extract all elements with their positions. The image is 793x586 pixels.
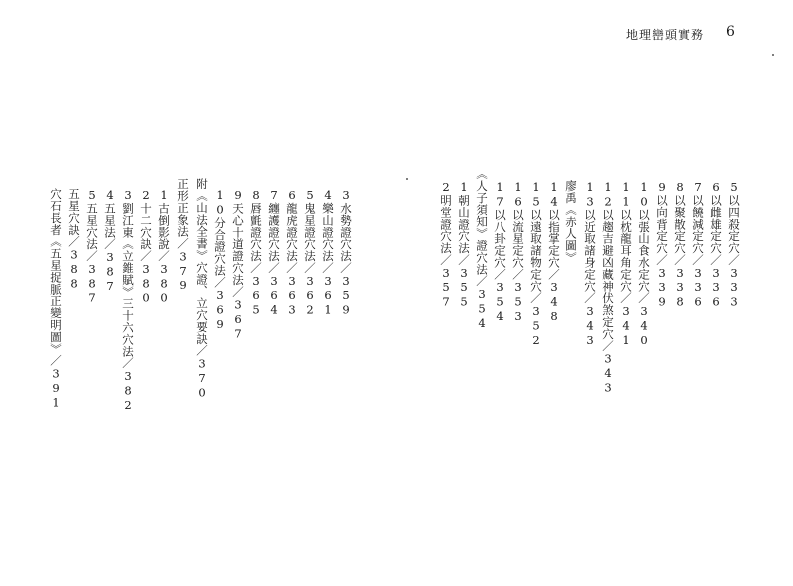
toc-entry: 7纏護證穴法／364 xyxy=(267,188,281,317)
toc-section-heading: 廖禹《赤人圖》 xyxy=(564,180,578,264)
toc-entry: 14以指掌定穴／348 xyxy=(547,180,561,324)
toc-entry: 7以饒減定穴／336 xyxy=(691,180,705,309)
toc-entry: 6龍虎證穴法／363 xyxy=(285,188,299,317)
toc-entry: 5鬼星證穴法／362 xyxy=(303,188,317,317)
toc-entry: 9天心十道證穴法／367 xyxy=(231,188,245,341)
scan-speck xyxy=(406,178,408,180)
toc-section-heading: 《人子須知》證穴法／354 xyxy=(475,168,489,331)
toc-entry: 12以趨吉避凶藏神伏煞定穴／343 xyxy=(601,180,615,395)
toc-section-heading: 正形正象法／379 xyxy=(176,178,190,293)
toc-entry: 2十二穴訣／380 xyxy=(139,188,153,306)
page-header-title: 地理巒頭實務 xyxy=(626,28,705,42)
toc-entry: 5以四殺定穴／333 xyxy=(727,180,741,309)
toc-entry: 3水勢證穴法／359 xyxy=(339,188,353,317)
toc-entry: 6以雌雄定穴／336 xyxy=(709,180,723,309)
toc-entry: 16以流星定穴／353 xyxy=(511,180,525,324)
scan-speck xyxy=(772,54,774,56)
toc-entry: 10分合證穴法／369 xyxy=(213,188,227,332)
toc-entry: 5五星穴法／387 xyxy=(85,188,99,306)
toc-entry: 五星穴訣／388 xyxy=(67,188,81,291)
toc-entry: 15以遠取諸物定穴／352 xyxy=(529,180,543,348)
toc-entry: 13以近取諸身定穴／343 xyxy=(583,180,597,348)
toc-entry: 4五星法／387 xyxy=(103,188,117,294)
toc-entry: 穴石長者《五星捉脈正變明圖》／391 xyxy=(49,188,63,410)
toc-entry: 1朝山證穴法／355 xyxy=(457,180,471,309)
toc-entry: 9以向背定穴／339 xyxy=(655,180,669,309)
toc-entry: 1古倒影說／380 xyxy=(157,188,171,306)
toc-entry: 2明堂證穴法／357 xyxy=(439,180,453,309)
page-number: 6 xyxy=(726,24,735,40)
toc-entry: 11以枕龍耳角定穴／341 xyxy=(619,180,633,348)
toc-entry: 8唇氈證穴法／365 xyxy=(249,188,263,317)
toc-entry: 8以聚散定穴／338 xyxy=(673,180,687,309)
toc-entry: 4樂山證穴法／361 xyxy=(321,188,335,317)
toc-entry: 17以八卦定穴／354 xyxy=(493,180,507,324)
toc-entry: 10以張山食水定穴／340 xyxy=(637,180,651,348)
toc-section-heading: 附《山法全書》穴證、立穴要訣／370 xyxy=(195,178,209,400)
toc-entry: 3劉江東《立錐賦》三十六穴法／382 xyxy=(121,188,135,413)
